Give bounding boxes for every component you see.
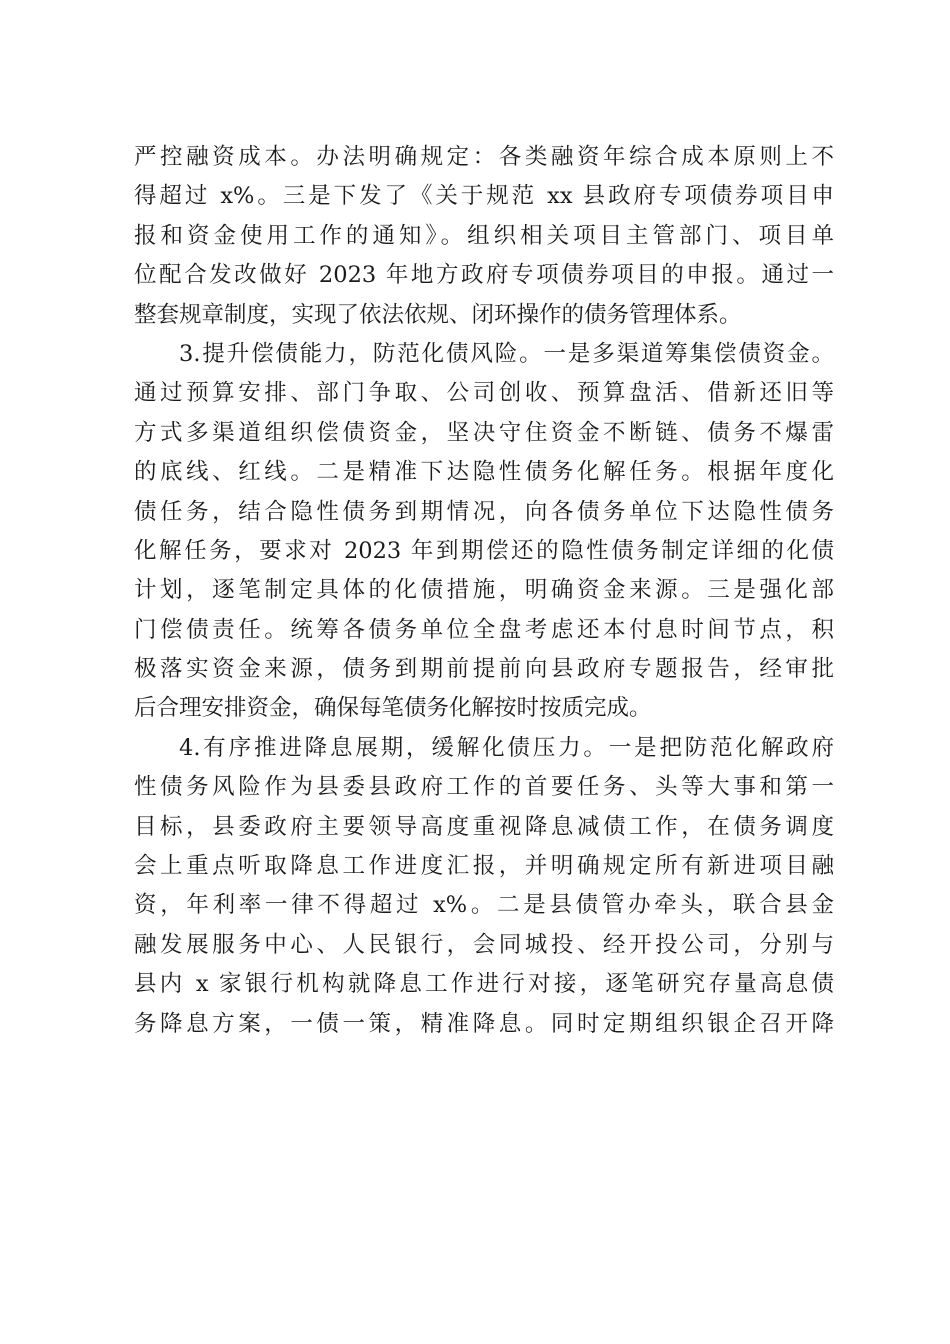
text-line: 门偿债责任。统筹各债务单位全盘考虑还本付息时间节点，积 — [134, 616, 834, 643]
text-line: 目标，县委政府主要领导高度重视降息减债工作，在债务调度 — [134, 813, 834, 840]
text-line: 报和资金使用工作的通知》。组织相关项目主管部门、项目单 — [134, 222, 834, 249]
text-line: 计划，逐笔制定具体的化债措施，明确资金来源。三是强化部 — [134, 577, 834, 604]
text-line: 资，年利率一律不得超过 x%。二是县债管办牵头，联合县金 — [134, 892, 834, 919]
paragraph-3-heading-line: 3.提升偿债能力，防范化债风险。一是多渠道筹集偿债资金。 — [179, 340, 834, 367]
text-line: 融发展服务中心、人民银行，会同城投、经开投公司，分别与 — [134, 931, 834, 958]
text-line: 严控融资成本。办法明确规定：各类融资年综合成本原则上不 — [134, 144, 834, 170]
text-line: 务降息方案，一债一策，精准降息。同时定期组织银企召开降 — [134, 1010, 834, 1037]
text-line: 整套规章制度，实现了依法依规、闭环操作的债务管理体系。 — [134, 301, 742, 328]
text-line: 的底线、红线。二是精准下达隐性债务化解任务。根据年度化 — [134, 459, 834, 486]
text-line: 县内 x 家银行机构就降息工作进行对接，逐笔研究存量高息债 — [134, 971, 834, 998]
text-line: 位配合发改做好 2023 年地方政府专项债券项目的申报。通过一 — [134, 262, 834, 289]
text-line: 方式多渠道组织偿债资金，坚决守住资金不断链、债务不爆雷 — [134, 419, 834, 446]
text-line: 化解任务，要求对 2023 年到期偿还的隐性债务制定详细的化债 — [134, 537, 834, 564]
text-line: 性债务风险作为县委县政府工作的首要任务、头等大事和第一 — [134, 774, 834, 801]
text-line: 债任务，结合隐性债务到期情况，向各债务单位下达隐性债务 — [134, 498, 834, 525]
text-line: 会上重点听取降息工作进度汇报，并明确规定所有新进项目融 — [134, 853, 834, 880]
text-line: 后合理安排资金，确保每笔债务化解按时按质完成。 — [134, 695, 652, 722]
text-line: 得超过 x%。三是下发了《关于规范 xx 县政府专项债券项目申 — [134, 183, 834, 210]
paragraph-4-heading-line: 4.有序推进降息展期，缓解化债压力。一是把防范化解政府 — [179, 734, 834, 761]
text-line: 极落实资金来源，债务到期前提前向县政府专题报告，经审批 — [134, 656, 834, 683]
text-line: 通过预算安排、部门争取、公司创收、预算盘活、借新还旧等 — [134, 380, 834, 407]
document-body — [134, 138, 834, 1044]
